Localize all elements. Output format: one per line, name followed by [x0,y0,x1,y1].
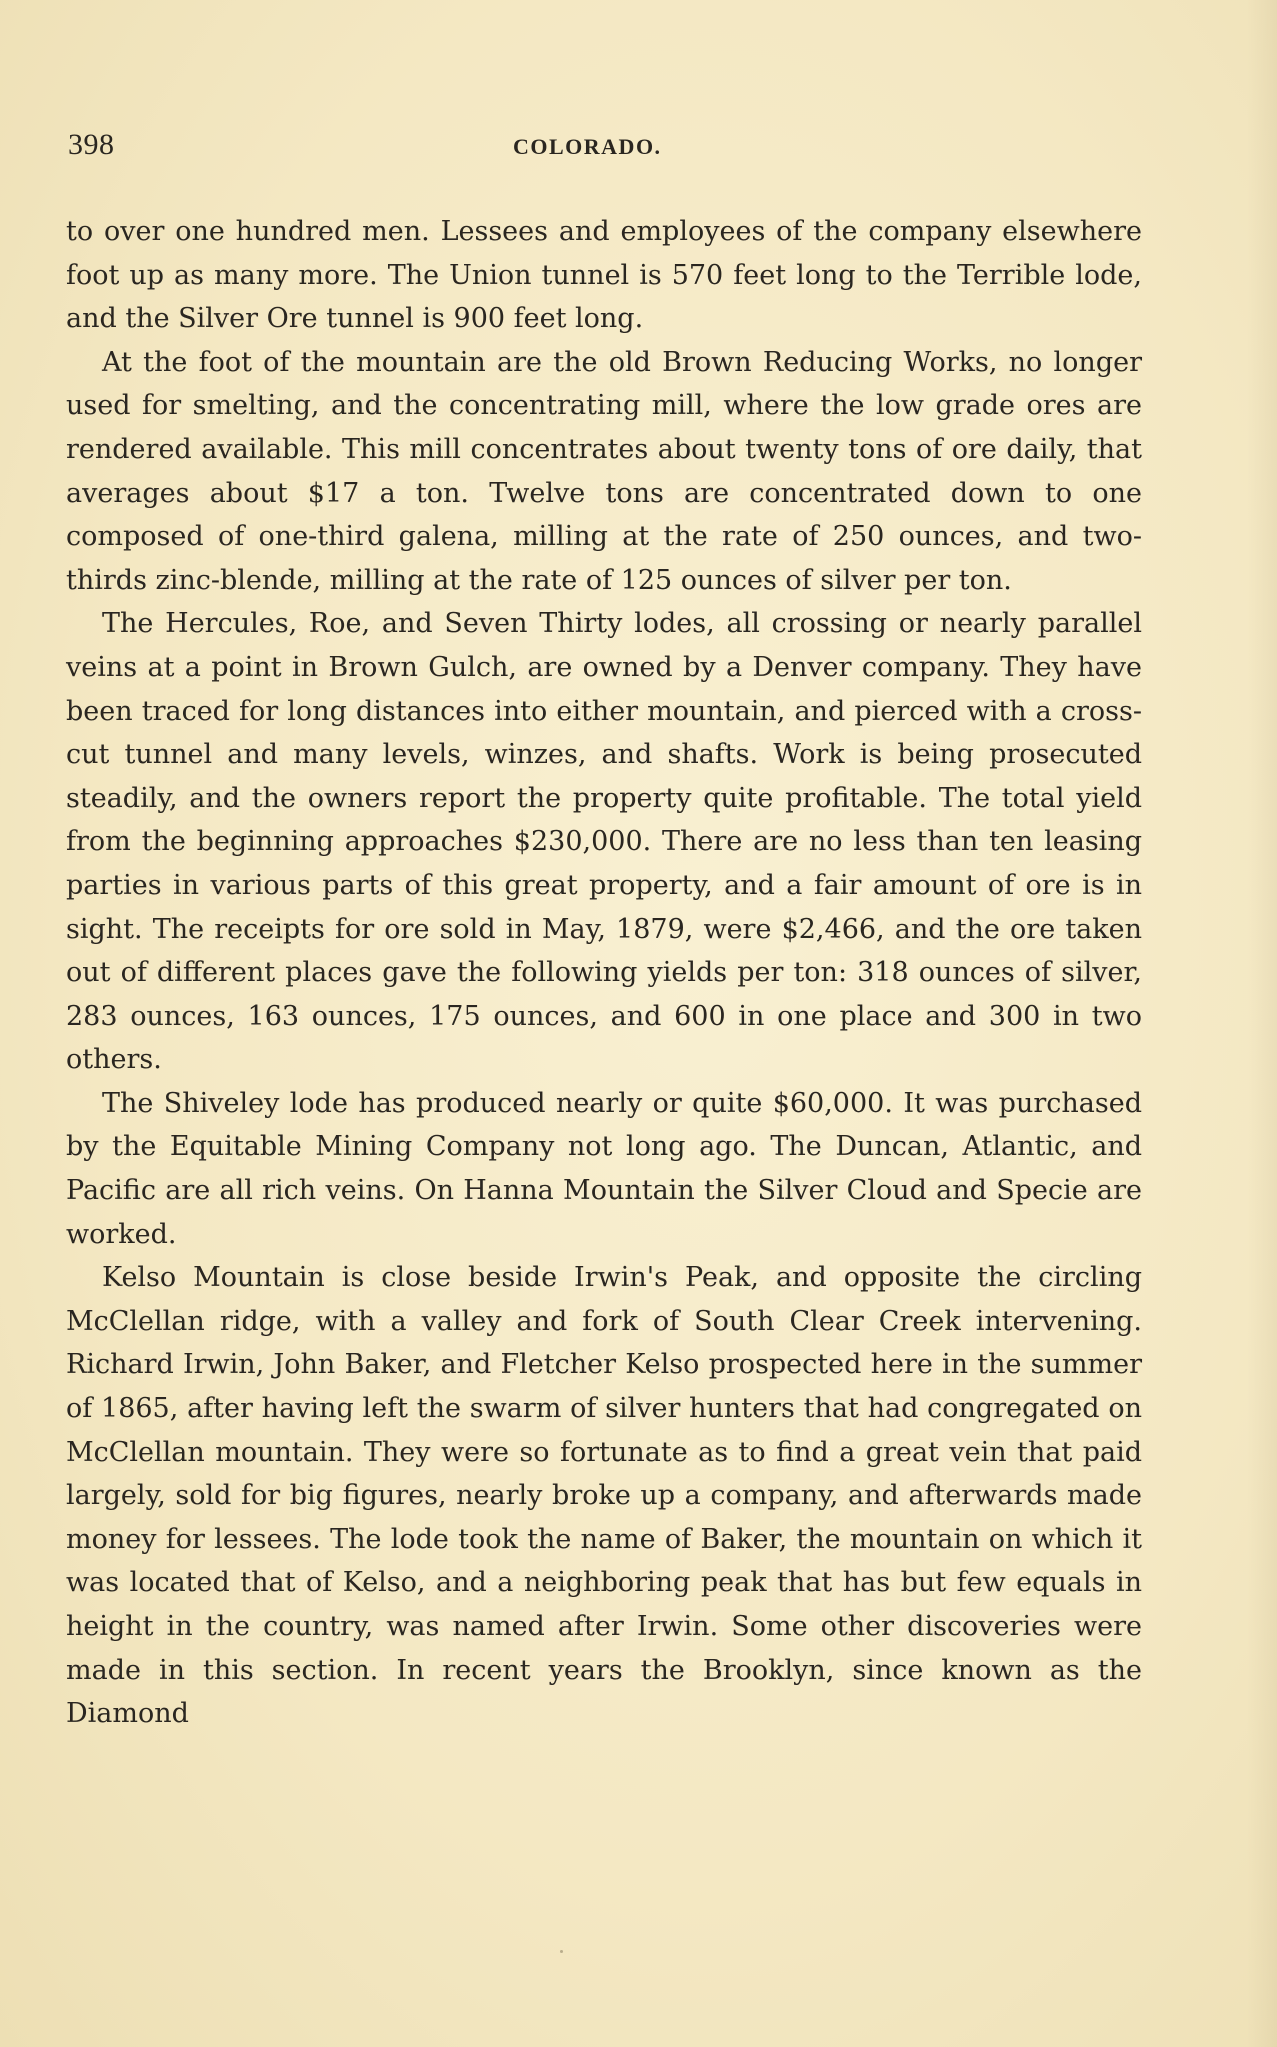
paragraph-hercules-lodes: The Hercules, Roe, and Seven Thirty lodes, all crossing or nearly parallel veins at a point in Brown Gulch, are owned by a Denver company. They have been traced for long distances into either mountain, and pierced with a cross-cut tunnel and many levels, winzes, and shafts. Work is being prosecuted steadily, and the owners report the property quite profitable. The total yield from the beginning approaches $230,000. There are no less than ten leasing parties in various parts of this great property, and a fair amount of ore is in sight. The receipts for ore sold in May, 1879, were $2,466, and the ore taken out of different places gave the following yields per ton: 318 ounces of silver, 283 ounces, 163 ounces, 175 ounces, and 600 in one place and 300 in two others. [66,608,1142,1076]
body-text [66,210,1142,1736]
page-edge-shade [1247,0,1277,2047]
print-speck [560,1950,563,1953]
page-number: 398 [68,128,115,161]
paragraph-continued: to over one hundred men. Lessees and employees of the company elsewhere foot up as many more. The Union tunnel is 570 feet long to the Terrible lode, and the Silver Ore tunnel is 900 feet long. [66,216,1142,335]
running-title: COLORADO. [513,134,662,159]
paragraph-kelso-mountain: Kelso Mountain is close beside Irwin's Peak, and opposite the circling McClellan ridge, with a valley and fork of South Clear Creek intervening. Richard Irwin, John Baker, and Fletcher Kelso prospected here in the summer of 1865, after having left the swarm of silver hunters that had congregated on McClellan mountain. They were so fortunate as to find a great vein that paid largely, sold for big figures, nearly broke up a company, and afterwards made money for lessees. The lode took the name of Baker, the mountain on which it was located that of Kelso, and a neighboring peak that has but few equals in height in the country, was named after Irwin. Some other discoveries were made in this section. In recent years the Brooklyn, since known as the Diamond [66,1262,1142,1730]
paragraph-shiveley-lode: The Shiveley lode has produced nearly or quite $60,000. It was purchased by the Equitable Mining Company not long ago. The Duncan, Atlantic, and Pacific are all rich veins. On Hanna Mountain the Silver Cloud and Specie are worked. [66,1087,1142,1250]
paragraph-reducing-works: At the foot of the mountain are the old Brown Reducing Works, no longer used for smelting, and the concentrating mill, where the low grade ores are rendered available. This mill concentrates about twenty tons of ore daily, that averages about $17 a ton. Twelve tons are concentrated down to one composed of one-third galena, milling at the rate of 250 ounces, and two-thirds zinc-blende, milling at the rate of 125 ounces of silver per ton. [66,346,1142,596]
running-head [68,128,1142,168]
